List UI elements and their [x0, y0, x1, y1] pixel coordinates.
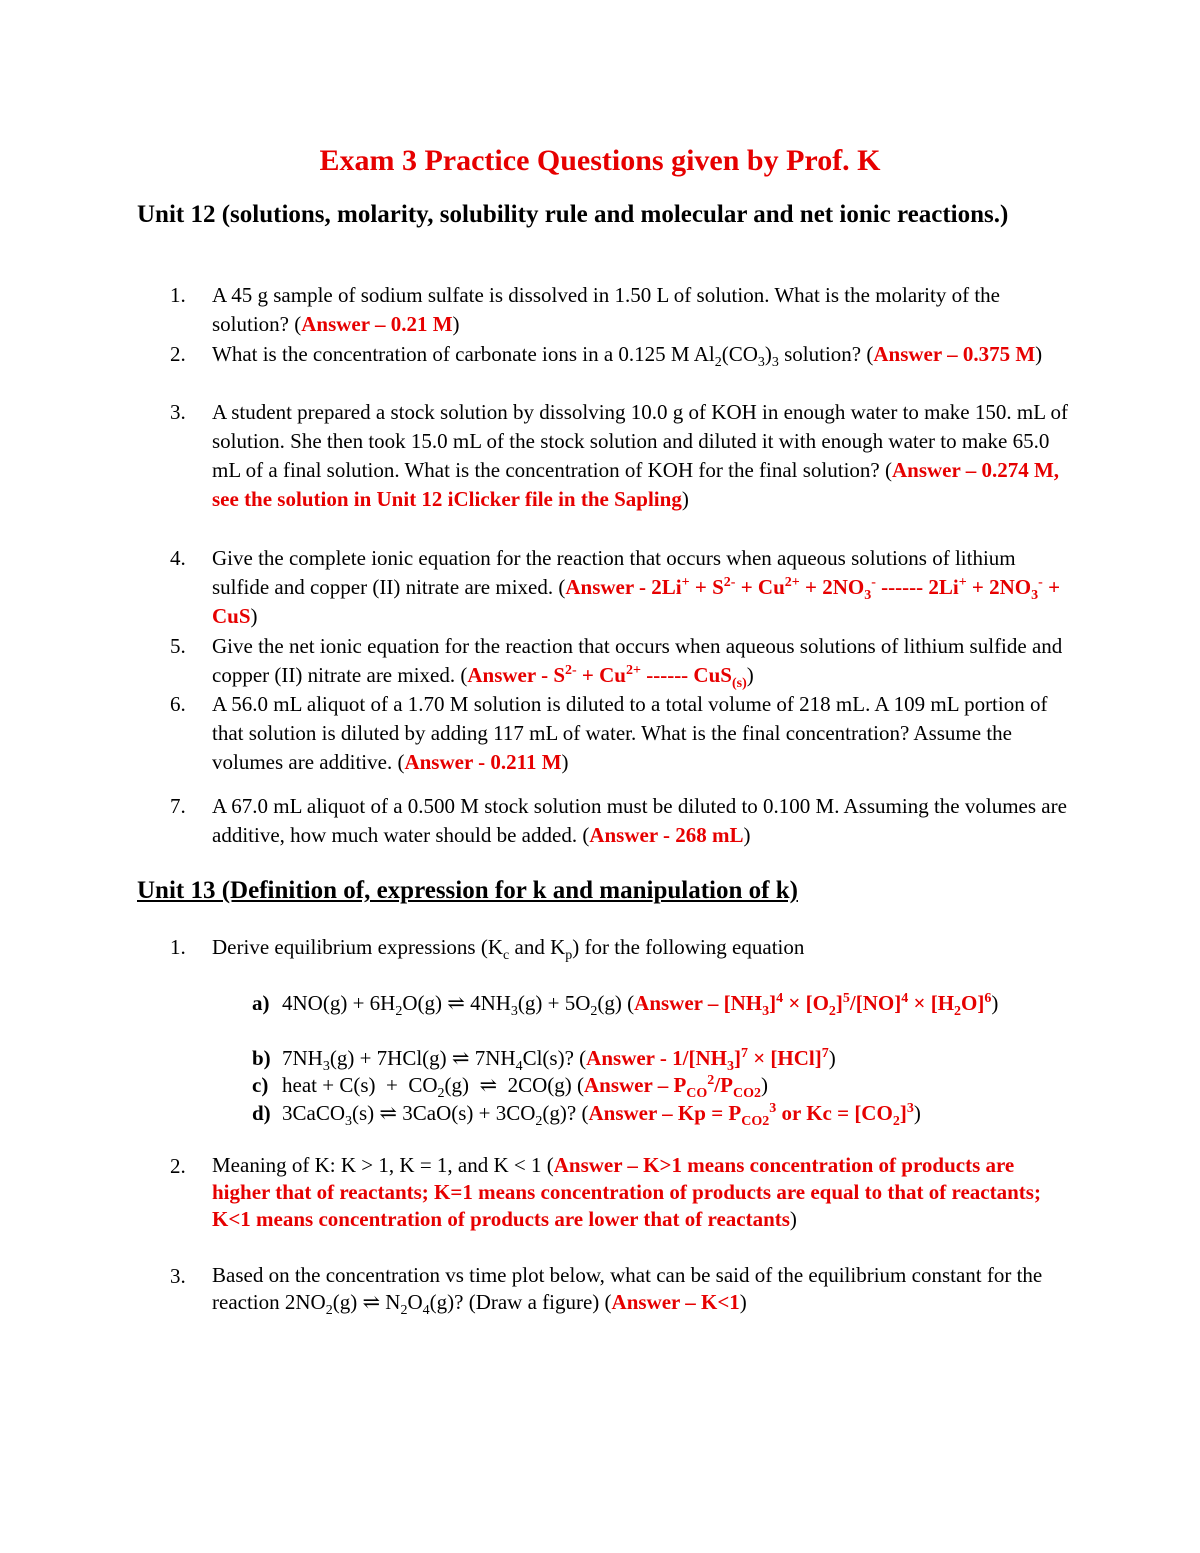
- question-number: 3.: [170, 400, 186, 424]
- unit12-heading: Unit 12 (solutions, molarity, solubility rule and molecular and net ionic reactions.): [137, 201, 1009, 228]
- question-body: Derive equilibrium expressions ($K_c$ and $K_p$) for the following equation: [212, 935, 805, 964]
- question-body: What is the concentration of carbonate ions in a 0.125 M $Al_2(CO_3)_3$ solution? (Answer – 0.375 M): [212, 342, 1043, 371]
- answer-text: Answer - 268 mL: [589, 823, 744, 847]
- question-body: Give the complete ionic equation for the reaction that occurs when aqueous solutions of lithium sulfide and copper (II) nitrate are mixed. (Answer - $2Li^+ + S^{2-} + Cu^{2+} + 2NO_3^-$ ------ $2Li^+ + 2NO_3^- + CuS$): [212, 546, 1061, 628]
- question-number: 2.: [170, 1154, 186, 1178]
- question-body: A student prepared a stock solution by dissolving 10.0 g of KOH in enough water to make 150. mL of solution. She then took 15.0 mL of the stock solution and diluted it with enough water to make 65.0 mL of a final solution. What is the concentration of KOH for the final solution? (Answer – 0.274 M, see the solution in Unit 12 iClicker file in the Sapling): [212, 400, 1069, 511]
- subquestion-label: d): [252, 1101, 271, 1125]
- subquestion-body: 3CaCO$_3$(s) ⇌ $3CaO(s) + 3CO_2(g)$? (Answer – $Kp = P_{CO2}^3$ or $Kc = [CO_2]^3$): [282, 1101, 921, 1130]
- question-number: 1.: [170, 283, 186, 307]
- answer-text: Answer – 0.375 M: [873, 342, 1036, 366]
- question-number: 3.: [170, 1264, 186, 1288]
- question-number: 1.: [170, 935, 186, 959]
- subquestion-body: $4NO(g) + 6H_2O(g)$ ⇌ $4NH_3(g) + 5O_2(g)$ (Answer – $[NH_3]^4 \times [O_2]^5/[NO]^4 \times [H_2O]^6$): [282, 991, 999, 1020]
- question-number: 2.: [170, 342, 186, 366]
- answer-text: Answer – K>1 means concentration of products are higher that of reactants; K=1 means concentration of products are equal to that of reactants; K<1 means concentration of products are lower that of reactants: [212, 1153, 1041, 1231]
- answer-text: Answer - $S^{2-} + Cu^{2+}$ ------ CuS$_{(s)}$: [467, 663, 747, 692]
- answer-text: Answer – 0.21 M: [301, 312, 453, 336]
- answer-text: Answer – $Kp = P_{CO2}^3$ or $Kc = [CO_2]^3$: [588, 1101, 914, 1130]
- question-body: Give the net ionic equation for the reaction that occurs when aqueous solutions of lithium sulfide and copper (II) nitrate are mixed. (Answer - $S^{2-} + Cu^{2+}$ ------ CuS$_{(s)}$): [212, 634, 1063, 692]
- question-body: A 45 g sample of sodium sulfate is dissolved in 1.50 L of solution. What is the molarity of the solution? (Answer – 0.21 M): [212, 283, 1001, 336]
- answer-text: Answer - 0.211 M: [404, 750, 562, 774]
- subquestion-label: b): [252, 1046, 271, 1070]
- page-title: Exam 3 Practice Questions given by Prof. K: [319, 144, 881, 177]
- answer-text: Answer - $1/[NH_3]^7 \times [HCl]^7$: [586, 1046, 829, 1075]
- question-body: Meaning of K: K > 1, K = 1, and K < 1 (Answer – K>1 means concentration of products are higher that of reactants; K=1 means concentration of products are equal to that of reactants; K<1 means concentration of products are lower that of reactants): [212, 1153, 1041, 1231]
- answer-text: Answer - $2Li^+ + S^{2-} + Cu^{2+} + 2NO_3^-$ ------ $2Li^+ + 2NO_3^-$ + CuS: [212, 575, 1061, 628]
- answer-text: Answer – K<1: [611, 1290, 740, 1314]
- answer-text: Answer – $[NH_3]^4 \times [O_2]^5/[NO]^4 \times [H_2O]^6$: [634, 991, 992, 1020]
- question-body: Based on the concentration vs time plot below, what can be said of the equilibrium constant for the reaction $2NO_2(g)$ ⇌ $N_2O_4(g)$? (Draw a figure) (Answer – K<1): [212, 1263, 1043, 1319]
- subquestion-body: heat + $C(s) + CO_2(g)$ ⇌ 2CO(g) (Answer – $P_{CO}^2/P_{CO2}$): [282, 1073, 768, 1102]
- question-number: 6.: [170, 692, 186, 716]
- question-number: 5.: [170, 634, 186, 658]
- question-body: A 56.0 mL aliquot of a 1.70 M solution is diluted to a total volume of 218 mL. A 109 mL portion of that solution is diluted by adding 117 mL of water. What is the final concentration? Assume the volumes are additive. (Answer - 0.211 M): [212, 692, 1048, 774]
- subquestion-body: $7NH_3(g) + 7HCl(g)$ ⇌ $7NH_4Cl(s)$? (Answer - $1/[NH_3]^7 \times [HCl]^7$): [282, 1046, 836, 1075]
- question-body: A 67.0 mL aliquot of a 0.500 M stock solution must be diluted to 0.100 M. Assuming the volumes are additive, how much water should be added. (Answer - 268 mL): [212, 794, 1067, 847]
- question-number: 7.: [170, 794, 186, 818]
- answer-text: Answer – 0.274 M, see the solution in Unit 12 iClicker file in the Sapling: [212, 458, 1060, 511]
- subquestion-label: a): [252, 991, 270, 1015]
- unit13-heading: Unit 13 (Definition of, expression for k and manipulation of k): [137, 877, 798, 904]
- question-number: 4.: [170, 546, 186, 570]
- answer-text: Answer – $P_{CO}^2/P_{CO2}$: [584, 1073, 761, 1102]
- subquestion-label: c): [252, 1073, 269, 1097]
